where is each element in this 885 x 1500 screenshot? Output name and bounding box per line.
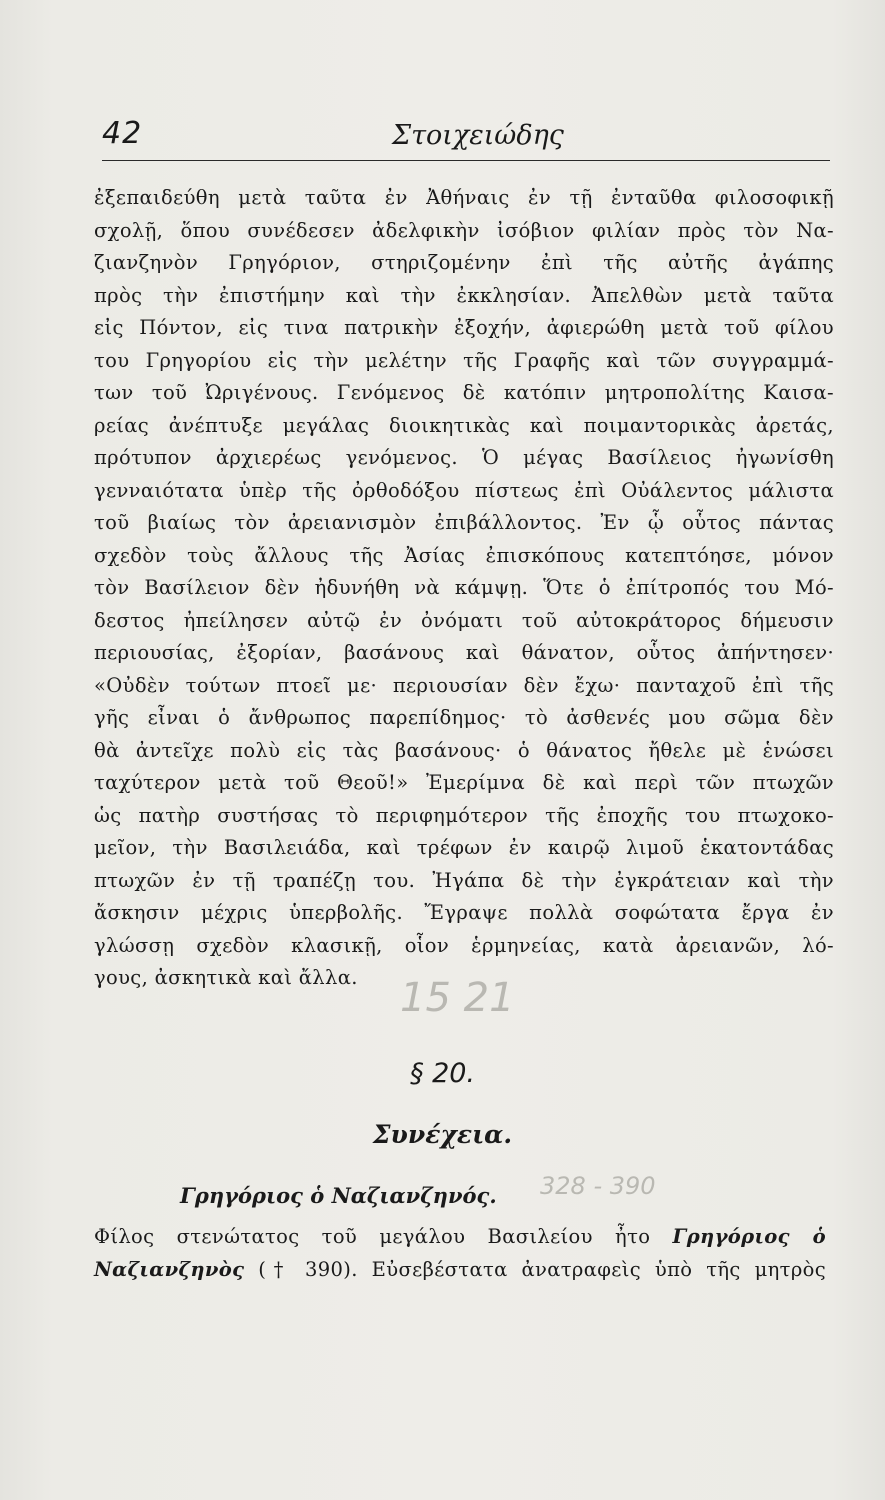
- text-line: πρὸς τὴν ἐπιστήμην καὶ τὴν ἐκκλησίαν. Ἀπελθὼν μετὰ ταῦτα: [94, 283, 834, 307]
- text-line: [94, 1254, 826, 1287]
- name-emphasis: Ναζιανζηνὸς: [94, 1257, 245, 1281]
- text-line: ταχύτερον μετὰ τοῦ Θεοῦ!» Ἐμερίμνα δὲ καὶ περὶ τῶν πτωχῶν: [94, 771, 834, 794]
- text-line: εἰς Πόντον, εἰς τινα πατρικὴν ἐξοχήν, ἀφιερώθη μετὰ τοῦ φίλου: [94, 316, 834, 339]
- text-line: πρότυπον ἀρχιερέως γενόμενος. Ὁ μέγας Βασίλειος ἠγωνίσθη: [94, 446, 834, 469]
- text-run: († 390). Εὐσεβέστατα ἀνατραφεὶς ὑπὸ τῆς μητρὸς: [258, 1257, 826, 1281]
- text-line: [94, 1221, 826, 1254]
- text-line: «Οὐδὲν τούτων πτοεῖ με· περιουσίαν δὲν ἔχω· πανταχοῦ ἐπὶ τῆς: [94, 673, 834, 697]
- subsection-title: Γρηγόριος ὁ Ναζιανζηνός.: [180, 1183, 497, 1208]
- text-line: δεστος ἠπείλησεν αὐτῷ ἐν ὀνόματι τοῦ αὐτοκράτορος δήμευσιν: [94, 608, 834, 632]
- header-rule: [102, 160, 830, 161]
- text-line: σχολῇ, ὅπου συνέδεσεν ἀδελφικὴν ἰσόβιον φιλίαν πρὸς τὸν Να-: [94, 218, 834, 242]
- page-header: [102, 116, 828, 160]
- text-line: γενναιότατα ὑπὲρ τῆς ὀρθοδόξου πίστεως ἐπὶ Οὐάλεντος μάλιστα: [94, 478, 834, 502]
- text-line: ζιανζηνὸν Γρηγόριον, στηριζομένην ἐπὶ τῆς αὐτῆς ἀγάπης: [94, 251, 834, 274]
- text-line: μεῖον, τὴν Βασιλειάδα, καὶ τρέφων ἐν καιρῷ λιμοῦ ἑκατοντάδας: [94, 836, 834, 859]
- text-line: ρείας ἀνέπτυξε μεγάλας διοικητικὰς καὶ ποιμαντορικὰς ἀρετάς,: [94, 413, 834, 437]
- text-line: ἄσκησιν μέχρις ὑπερβολῆς. Ἔγραψε πολλὰ σοφώτατα ἔργα ἐν: [94, 901, 834, 924]
- pencil-margin-note: 15 21: [400, 975, 515, 1021]
- section-title: Συνέχεια.: [372, 1120, 513, 1149]
- text-line: γους, ἀσκητικὰ καὶ ἄλλα.: [94, 966, 358, 989]
- text-line: περιουσίας, ἐξορίαν, βασάνους καὶ θάνατον, οὗτος ἀπήντησεν·: [94, 641, 834, 664]
- section-number: § 20.: [409, 1058, 476, 1089]
- text-line: γῆς εἶναι ὁ ἄνθρωπος παρεπίδημος· τὸ ἀσθενές μου σῶμα δὲν: [94, 706, 834, 729]
- text-line: γλώσσῃ σχεδὸν κλασικῇ, οἷον ἑρμηνείας, κατὰ ἀρειανῶν, λό-: [94, 933, 834, 957]
- text-line: του Γρηγορίου εἰς τὴν μελέτην τῆς Γραφῆς καὶ τῶν συγγραμμά-: [94, 348, 834, 372]
- paragraph-gregory: [94, 1221, 826, 1286]
- paragraph-basil: [94, 182, 834, 995]
- text-line: σχεδὸν τοὺς ἄλλους τῆς Ἀσίας ἐπισκόπους κατεπτόησε, μόνον: [94, 543, 834, 567]
- text-run: Φίλος στενώτατος τοῦ μεγάλου Βασιλείου ἦτο: [94, 1225, 651, 1248]
- text-line: θὰ ἀντεῖχε πολὺ εἰς τὰς βασάνους· ὁ θάνατος ἤθελε μὲ ἑνώσει: [94, 738, 834, 762]
- text-line: ἐξεπαιδεύθη μετὰ ταῦτα ἐν Ἀθήναις ἐν τῇ ἐνταῦθα φιλοσοφικῇ: [94, 186, 834, 209]
- running-title: Στοιχειώδης: [392, 120, 564, 151]
- text-line: πτωχῶν ἐν τῇ τραπέζῃ του. Ἠγάπα δὲ τὴν ἐγκράτειαν καὶ τὴν: [94, 868, 834, 892]
- pencil-date-note: 328 - 390: [540, 1172, 656, 1200]
- name-emphasis: Γρηγόριος ὁ: [672, 1225, 826, 1248]
- text-line: των τοῦ Ὠριγένους. Γενόμενος δὲ κατόπιν μητροπολίτης Καισα-: [94, 381, 834, 404]
- text-line: ὡς πατὴρ συστήσας τὸ περιφημότερον τῆς ἐποχῆς του πτωχοκο-: [94, 803, 834, 827]
- text-line: τοῦ βιαίως τὸν ἀρειανισμὸν ἐπιβάλλοντος. Ἐν ᾧ οὗτος πάντας: [94, 511, 834, 534]
- page-number: 42: [102, 116, 143, 151]
- text-line: τὸν Βασίλειον δὲν ἠδυνήθη νὰ κάμψῃ. Ὅτε ὁ ἐπίτροπός του Μό-: [94, 576, 834, 599]
